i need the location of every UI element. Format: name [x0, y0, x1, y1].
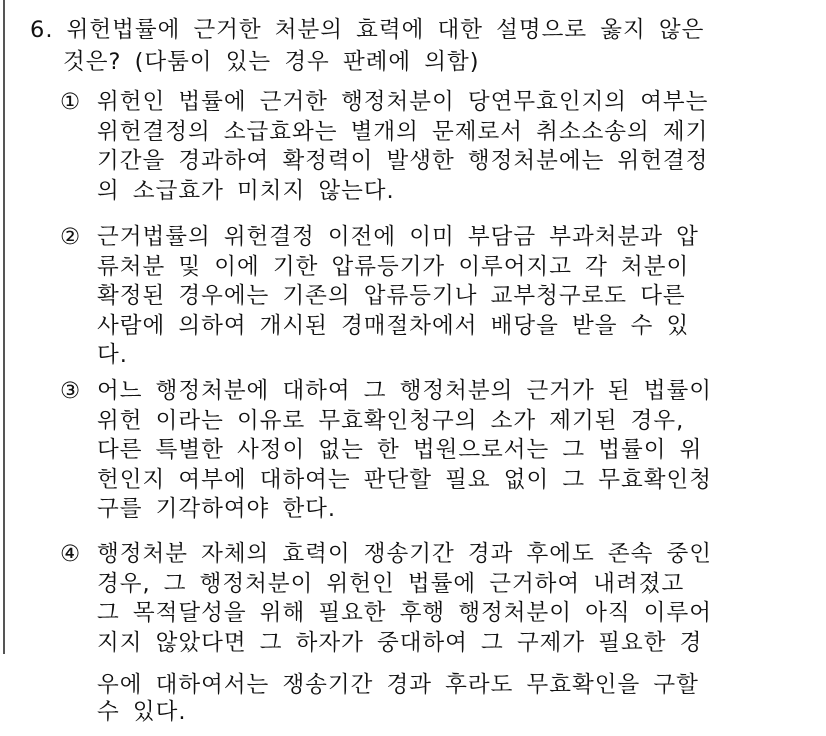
question-stem [30, 14, 704, 78]
option-line: 우에 대하여서는 쟁송기간 경과 후라도 무효확인을 구할 [97, 672, 699, 698]
option-line: 기간을 경과하여 확정력이 발생한 행정처분에는 위헌결정 [97, 148, 709, 175]
option-line: 구를 기각하여야 한다. [97, 496, 337, 523]
option-4[interactable] [60, 540, 712, 658]
option-marker: ① [60, 89, 82, 115]
option-marker: ④ [60, 541, 82, 567]
option-4-continued [97, 672, 699, 726]
option-line: 어느 행정처분에 대하여 그 행정처분의 근거가 된 법률이 [97, 378, 712, 404]
option-line: 류처분 및 이에 기한 압류등기가 이루어지고 각 처분이 [97, 253, 690, 280]
option-line: 헌인지 여부에 대하여는 판단할 필요 없이 그 무효확인청 [97, 466, 712, 493]
option-line: 근거법률의 위헌결정 이전에 이미 부담금 부과처분과 압 [97, 224, 699, 250]
question-line-1 [30, 14, 704, 46]
option-line: 위헌결정의 소급효와는 별개의 문제로서 취소소송의 제기 [97, 118, 709, 145]
option-line: 경우, 그 행정처분이 위헌인 법률에 근거하여 내려졌고 [97, 570, 685, 597]
option-line: 다른 특별한 사정이 없는 한 법원으로서는 그 법률이 위 [97, 437, 703, 464]
option-2[interactable] [60, 223, 699, 371]
option-line: 지지 않았다면 그 하자가 중대하여 그 구제가 필요한 경 [97, 629, 703, 656]
option-1[interactable] [60, 88, 708, 206]
option-line: 의 소급효가 미치지 않는다. [97, 177, 395, 204]
option-marker: ② [60, 224, 82, 250]
option-line: 위헌 이라는 이유로 무효확인청구의 소가 제기된 경우, [97, 407, 685, 434]
column-border [3, 0, 5, 654]
option-marker: ③ [60, 378, 82, 404]
option-3[interactable] [60, 377, 712, 525]
option-line: 위헌인 법률에 근거한 행정처분이 당연무효인지의 여부는 [97, 89, 709, 115]
option-line: 사람에 의하여 개시된 경매절차에서 배당을 받을 수 있 [97, 312, 690, 339]
option-line: 행정처분 자체의 효력이 쟁송기간 경과 후에도 존속 중인 [97, 541, 712, 567]
question-number: 6. [30, 17, 54, 43]
option-line: 확정된 경우에는 기존의 압류등기나 교부청구로도 다른 [97, 283, 686, 310]
option-line: 수 있다. [97, 699, 187, 725]
option-line: 다. [97, 342, 128, 369]
question-line-2: 것은? (다툼이 있는 경우 판례에 의함) [63, 49, 480, 75]
option-line: 그 목적달성을 위해 필요한 후행 행정처분이 아직 이루어 [97, 600, 712, 627]
question-text: 위헌법률에 근거한 처분의 효력에 대한 설명으로 옳지 않은 [66, 17, 705, 43]
